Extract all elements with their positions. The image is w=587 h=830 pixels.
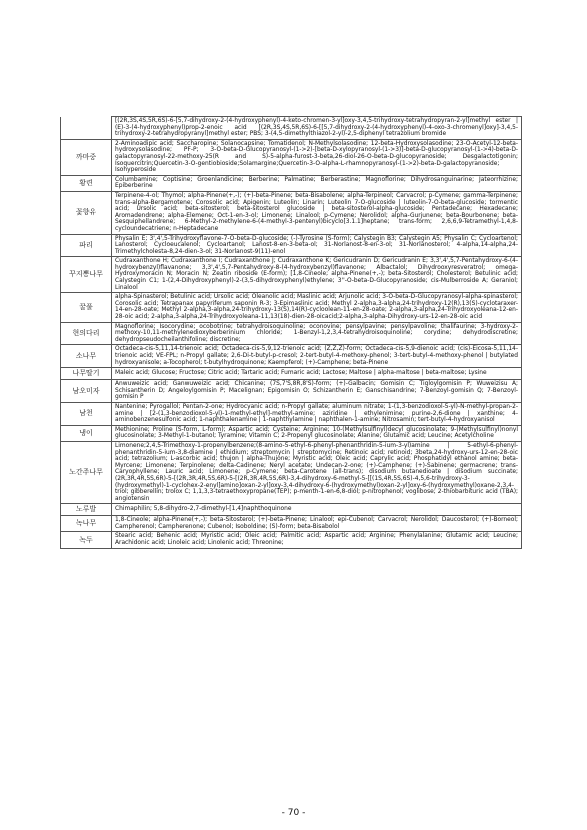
- plant-name-cell: 현의다리: [61, 322, 112, 345]
- table-row: [61, 257, 522, 293]
- plant-name-cell: 남천: [61, 402, 112, 425]
- plant-name-cell: 꽃향유: [61, 191, 112, 234]
- compound-table: [60, 116, 522, 549]
- table-row: [61, 345, 522, 368]
- plant-name-cell: 노루발: [61, 504, 112, 516]
- plant-name-cell: [61, 117, 112, 140]
- table-row: [61, 139, 522, 175]
- table-row: [61, 516, 522, 532]
- compound-list-cell: Cudraxanthone H; Cudraxanthone I; Cudraxanthone J; Cudraxanthone K; Gericudranin D; Gericudranin E; 3,3',4',5,7-Pentahydroxy-6-(4-hydroxybenzyl)flavanone; 3,3',4',5,7-Pentahydroxy-8-(4-hydroxybenzyl)flavanone; Albactalol; Dihydrooxyresveratrol; omega-Hydroxymoracin N; Moracin N; Zeatin riboside (E-form); [1,8-Cineole; alpha-Pinene(+,-); beta-Sitosterol; Cholesterol; Betulinic acid; Calystegin C1; 1-(2,4-Dihydroxyphenyl)-2-(3,5-dihydroxyphenyl)ethylene; 3''-O-beta-D-Glucopyranoside; cis-Mulberroside A; Geraniol; Linalool: [112, 257, 522, 293]
- compound-list-cell: [(2R,3S,4S,5R,6S)-6-[5,7-dihydroxy-2-(4-hydroxyphenyl)-4-keto-chromen-3-yl]oxy-3,4,5-trihydroxy-tetrahydropyran-2-yl]methyl ester | (E)-3-(4-hydroxyphenyl)prop-2-enoic acid [(2R,3S,4S,5R,6S)-6-[[5,7-dihydroxy-2-(4-hydroxyphenyl)-4-oxo-3-chromenyl]oxy]-3,4,5-trihydroxy-2-tetrahydropyranyl]methyl ester; PBS; 3-(4,5-dimethylthiazol-2-yl)-2,5-diphenyl tetrazolium bromide: [112, 117, 522, 140]
- compound-table-sheet: [60, 116, 522, 549]
- table-row: [61, 532, 522, 548]
- compound-list-cell: Magnoflorine; Isocorydine; ocobotrine; tetrahydroisoquinoline; oconovine; pensylpavine; pensylpavoline; thalifaurine; 3-hydroxy-2-methoxy-10,11-methylenedioxyberberinium chloride; 1-Benzyl-1,2,3,4-tetrahydroisoquinoline; corydine; dehydrodiscretine; dehydropseudocheilanthifoline; discretine;: [112, 322, 522, 345]
- compound-list-cell: Anwuweizic acid; Ganwuweizic acid; Chicanine; (7S,7'S,8R,8'S)-form; (+)-Galbacin; Gomisin C; Tigloylgomisin P; Wuweizisu A; Schisantherin D; Angeloylgomisin P; Macelignan; Epigomisin O; Schizantherin E; Ganschisandrine; 7-Benzoyl-gomisin Q; 7-Benzoyl-gomisin P: [112, 380, 522, 403]
- compound-list-cell: Columbamine; Coptisine; Groenlandicine; Berberine; Palmatine; Berberastine; Magnoflorine; Dihydrosanguinarine; Jateorrhizine; Epiberberine: [112, 175, 522, 191]
- table-row: [61, 504, 522, 516]
- table-row: [61, 368, 522, 380]
- plant-name-cell: 녹나무: [61, 516, 112, 532]
- compound-list-cell: Nantenine; Pyrogallol; Pentan-2-one; Hydrocyanic acid; n-Propyl gallate; aluminum nitrate; 1-(1,3-benzodioxol-5-yl)-N-methyl-propan-2-amine | [2-(1,3-benzodioxol-5-yl)-1-methyl-ethyl]-methyl-amine; aziridine | ethylenimine; purine-2,6-dione | xanthine; 4-aminobenzenesulfonic acid; 1-naphthalenamine | 1-naphthylamine | naphthalen-1-amine; Nitrosamin; tert-butyl-4-hydroxyanisol: [112, 402, 522, 425]
- compound-list-cell: Octadeca-cis-5,11,14-trienoic acid; Octadeca-cis-5,9,12-trienoic acid; (Z,Z,Z)-form; Octadeca-cis-5,9-dienoic acid; (cis)-Eicosa-5,11,14-trienoic acid; VE-FPL; n-Propyl gallate; 2,6-Di-t-butyl-p-cresol; 2-tert-butyl-4-methoxy-phenol; 3-tert-butyl-4-methoxy-phenol | butylated hydroxyanisole; a-Tocopherol; t-butylhydroquinone; Kaempferol; (+)-Camphene; beta-Pinene: [112, 345, 522, 368]
- compound-list-cell: Physalin E; 3',4',5-Trihydroxyflavone-7-O-beta-D-glucoside; (-)-Tyrosine (S-form); Calystegin B3; Calystegin A5; Physalin C; Cycloartenol; Lanosterol; Cycloeucalenol; Cycloartanol; Lanost-8-en-3-beta-ol; 31-Norlanost-8-en-3-ol; 31-Norlanosterol; 4-alpha,14-alpha,24-Trimethylcholesta-8,24-dien-3-ol; 31-Norlanost-9(11)-enol: [112, 234, 522, 257]
- compound-table-body: [61, 117, 522, 549]
- plant-name-cell: 노간주나무: [61, 441, 112, 503]
- page-number: - 70 -: [281, 808, 306, 818]
- compound-list-cell: 1,8-Cineole; alpha-Pinene(+,-); beta-Sitosterol; (+)-beta-Pinene; Linalool; epi-Cubenol; Carvacrol; Nerolidol; Daucosterol; (+)-Borneol; Campherenol; Campherenone; Cubenol; Isoboldine; (S)-form; beta-Bisabolol: [112, 516, 522, 532]
- table-row: [61, 441, 522, 503]
- plant-name-cell: 나무딸기: [61, 368, 112, 380]
- table-row: [61, 117, 522, 140]
- plant-name-cell: 꿀풀: [61, 293, 112, 322]
- compound-list-cell: Terpinene-4-ol; Thymol; alpha-Pinene(+,-); (+)-beta-Pinene; beta-Bisabolene; alpha-Terpineol; Carvacrol; p-Cymene; gamma-Terpinene; trans-alpha-Bergamotene; Corosolic acid; Apigenin; Luteolin; Linarin; Luteolin 7-O-glucoside | luteolin-7-O-beta-glucoside; tormentic acid; Ursolic acid; beta-sitosterol; beta-sitosterol glucoside | beta-sitosterol-alpha-glucoside; Pentadecane; Hexadecane; Aromadendrene; alpha-Elemene; Oct-1-en-3-ol; Limonene; Linalool; p-Cymene; Nerolidol; alpha-Gurjunene; beta-Bourbonene; beta-Sesquiphellandrene; 6-Methyl-2-methylene-6-(4-methyl-3-pentenyl)bicyclo[3.1.1]heptane; trans-form; 2,6,6,9-Tetramethyl-1,4,8-cycloundecatriene; n-Heptadecane: [112, 191, 522, 234]
- plant-name-cell: 소나무: [61, 345, 112, 368]
- table-row: [61, 380, 522, 403]
- table-row: [61, 402, 522, 425]
- table-row: [61, 293, 522, 322]
- plant-name-cell: 녹두: [61, 532, 112, 548]
- table-row: [61, 191, 522, 234]
- compound-list-cell: Maleic acid; Glucose; Fructose; Citric acid; Tartaric acid; Fumaric acid; Lactose; Maltose | alpha-maltose | beta-maltose; Lysine: [112, 368, 522, 380]
- compound-list-cell: Limonene;2,4,5-Trimethoxy-1-propenylbenzene;(8-amino-5-ethyl-6-phenyl-phenanthridin-5-ium-3-yl)amine | 5-ethyl-6-phenyl-phenanthridin-5-ium-3,8-diamine | ethidium; streptomycin | streptomycine; Retinoic acid; retinoid; 3beta,24-hydroxy-urs-12-en-28-oic acid; tetrazolium; L-ascorbic acid; thujon | alpha-Thujone; Myristic acid; Oleic acid; Caprylic acid; Phosphatidyl ethanol amine; beta-Myrcene; Limonene; Terpinolene; delta-Cadinene; Neryl acetate; Undecan-2-one; (+)-Camphene; (+)-Sabinene; germacrene; trans-Caryophyllene; Lauric acid; Limonene; p-Cymene; beta-Carotene (all-trans); disodium butanedioate | disodium succinate; (2R,3R,4R,5S,6R)-5-[(2R,3R,4R,5S,6R)-5-[(2R,3R,4R,5S,6R)-3,4-dihydroxy-6-methyl-5-[[(1S,4R,5S,6S)-4,5,6-trihydroxy-3-(hydroxymethyl)-1-cyclohex-2-enyl]amino]oxan-2-yl]oxy-3,4-dihydroxy-6-(hydroxymethyl)oxan-2-yl]oxy-6-(hydroxymethyl)oxane-2,3,4-triol; gibberellin; trolox C; 1,1,3,3-tetraethoxypropane(TEP); p-menth-1-en-6,8-diol; p-nitrophenol; voglibose; 2-thiobarbituric acid (TBA); angiotensin: [112, 441, 522, 503]
- compound-list-cell: Chimaphilin; 5,8-dihydro-2,7-dimethyl-[1,4]naphthoquinone: [112, 504, 522, 516]
- plant-name-cell: 까마중: [61, 139, 112, 175]
- plant-name-cell: 냉이: [61, 425, 112, 441]
- plant-name-cell: 남오미자: [61, 380, 112, 403]
- plant-name-cell: 황련: [61, 175, 112, 191]
- plant-name-cell: 파리: [61, 234, 112, 257]
- plant-name-cell: 꾸지뽕나무: [61, 257, 112, 293]
- table-row: [61, 175, 522, 191]
- compound-list-cell: alpha-Spinasterol; Betulinic acid; Ursolic acid; Oleanolic acid; Maslinic acid; Arjunolic acid; 3-O-beta-D-Glucopyranosyl-alpha-spinasterol; Corosolic acid; Tetrapanax papyriferum saponin R-3; 3-Epimaslinic acid; Methyl 2-alpha,3-alpha,24-trihydroxy-12(R),13(S)-cyclotaraxer-14-en-28-oate; Methyl 2-alpha,3-alpha,24-trihydroxy-13(S),14(R)-cycloolean-11-en-28-oate; 2-alpha,3-alpha,24-Trihydroxyoleana-12-en-28-oic acid; 2-alpha,3-alpha,24-Trihydroxyoleana-11,13(18)-dien-28-oicacid;2-alpha,3-alpha-Dihydroxy-urs-12-en-28-oic acid: [112, 293, 522, 322]
- table-row: [61, 425, 522, 441]
- compound-list-cell: 2-Aminoadipic acid; Saccharopine; Solanocapsine; Tomatidenol; N-Methylsolasodine; 12-beta-Hydroxysolasodine; 23-O-Acetyl-12-beta-hydroxysolasodine; PF-P; 3-O-beta-D-Glucopyranosyl-(1->2)-[beta-D-xylopyranosyl-(1->3)]-beta-D-glucopyranosyl-(1->4)-beta-D-galactopyranosyl-22-methoxy-25(R and S)-5-alpha-furost-3-beta,26-diol-26-O-beta-D-glucopyranoside; Desgalactotigonin; Isoquercitrin;Quercetin-3-O-gentiobioside;Solamargine;Quercetin-3-O-alpha-L-rhamnopyranosyl-(1->2)-beta-D-galactopyranoside; Isohyperoside: [112, 139, 522, 175]
- table-row: [61, 234, 522, 257]
- compound-list-cell: Stearic acid; Behenic acid; Myristic acid; Oleic acid; Palmitic acid; Aspartic acid; Arginine; Phenylalanine; Glutamic acid; Leucine; Arachidonic acid; Linoleic acid; Linolenic acid; Threonine;: [112, 532, 522, 548]
- table-row: [61, 322, 522, 345]
- compound-list-cell: Methionine; Proline (S-form, L-form); Aspartic acid; Cysteine; Arginine; 10-(Methylsulfinyl)decyl glucosinolate; 9-(Methylsulfinyl)nonyl glucosinolate; 3-Methyl-1-butanol; Tyramine; Vitamin C; 2-Propenyl glucosinolate; Alanine; Glutamic acid; Leucine; Acetylcholine: [112, 425, 522, 441]
